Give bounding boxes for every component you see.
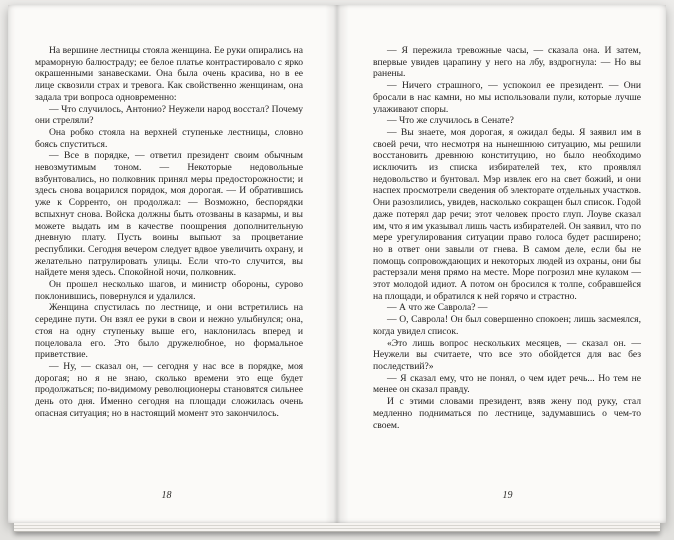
- paragraph: На вершине лестницы стояла женщина. Ее руки опирались на мраморную балюстраду; ее белое платье контрастировало с ярко окрашенными занавесками. Она была очень красива, но в ее лице сквозили страх и тревога. Как свойственно женщинам, она задала три вопроса одновременно:: [35, 45, 303, 103]
- page-left: [8, 5, 325, 523]
- paragraph: — Что случилось, Антонио? Неужели народ восстал? Почему они стреляли?: [35, 103, 303, 127]
- paragraph: — Я сказал ему, что не понял, о чем идет речь... Но тем не менее он сказал правду.: [373, 372, 641, 396]
- paragraph: — Я пережила тревожные часы, — сказала она. И затем, впервые увидев царапину у него на лбу, вздрогнула: — Но вы ранены.: [373, 45, 641, 80]
- paragraph: Он прошел несколько шагов, и министр обороны, сурово поклонившись, повернулся и удалился.: [35, 279, 303, 302]
- paragraph: — Все в порядке, — ответил президент своим обычным невозмутимым тоном. — Некоторые недовольные взбунтовались, но полковник принял меры предосторожности; и здесь снова воцарился порядок, моя дорогая. — И обратившись уже к Сорренто, он продолжал: — Возможно, беспорядки вспыхнут снова. Войска должны быть отозваны в казармы, и вы можете выдать им в качестве поощрения дополнительную дневную плату. Пусть воины выпьют за процветание республики. Сегодня вечером следует вдвое увеличить охрану, и желательно патрулировать улицы. Если что-то случится, вы найдете меня здесь. Спокойной ночи, полковник.: [35, 150, 303, 279]
- book-spread: [8, 5, 666, 523]
- paragraph: — Вы знаете, моя дорогая, я ожидал беды. Я заявил им в своей речи, что несмотря на нынешнюю ситуацию, мы решили восстановить древнюю конституцию, но было необходимо исключить из списка избирателей тех, кто проявлял недовольство и бунтовал. Мэр извлек его на свет божий, и они наспех просмотрели сведения об электорате отдельных участков. Они разозлились, увидев, насколько сокращен был список. Годой даже потерял дар речи; этот человек просто глуп. Лоуве сказал им, что я им указывал лишь часть избирателей. Он заявил, что по мере урегулирования ситуации право голоса будет расширено; но в ответ они завыли от гнева. В самом деле, если бы не помощь сопровождающих и некоторых людей из охраны, они бы растерзали меня прямо на месте. Море погрозил мне кулаком — этот молодой идиот. А потом он бросился к толпе, собравшейся на площади, и обратился к ней горячо и страстно.: [373, 126, 641, 302]
- paragraph: И с этими словами президент, взяв жену под руку, стал медленно подниматься по лестнице, задумавшись о чем-то своем.: [373, 396, 641, 431]
- paragraph: Она робко стояла на верхней ступеньке лестницы, словно боясь спуститься.: [35, 126, 303, 150]
- book-gutter: [325, 5, 349, 523]
- paragraph: — Ну, — сказал он, — сегодня у нас все в порядке, моя дорогая; но я не знаю, сколько времени это еще будет продолжаться; по-видимому революционеры становятся сильнее день ото дня. Именно сегодня на площади сложилась очень опасная ситуация; но в настоящий момент это закончилось.: [35, 360, 303, 419]
- book-page-edges: [14, 523, 660, 532]
- paragraph: — О, Саврола! Он был совершенно спокоен; лишь засмеялся, когда увидел список.: [373, 314, 641, 337]
- page-left-text: [35, 45, 303, 420]
- page-right-text: [373, 45, 641, 431]
- page-number-right: 19: [502, 490, 513, 501]
- page-number-left: 18: [161, 490, 172, 501]
- page-right: [349, 5, 666, 523]
- paragraph: Женщина спустилась по лестнице, и они встретились на середине пути. Он взял ее руки в свои и нежно улыбнулся; она, стоя на одну ступеньку выше его, наклонилась вперед и поцеловала его. Это было дружелюбное, но формальное приветствие.: [35, 302, 303, 361]
- paragraph: — Ничего страшного, — успокоил ее президент. — Они бросали в нас камни, но мы использовали пули, которые лучше улаживают споры.: [373, 80, 641, 115]
- paragraph: — А что же Саврола? —: [387, 302, 488, 314]
- paragraph: — Что же случилось в Сенате?: [387, 115, 514, 127]
- paragraph: «Это лишь вопрос нескольких месяцев, — сказал он. — Неужели вы считаете, что все это обойдется для вас без последствий?»: [373, 337, 641, 372]
